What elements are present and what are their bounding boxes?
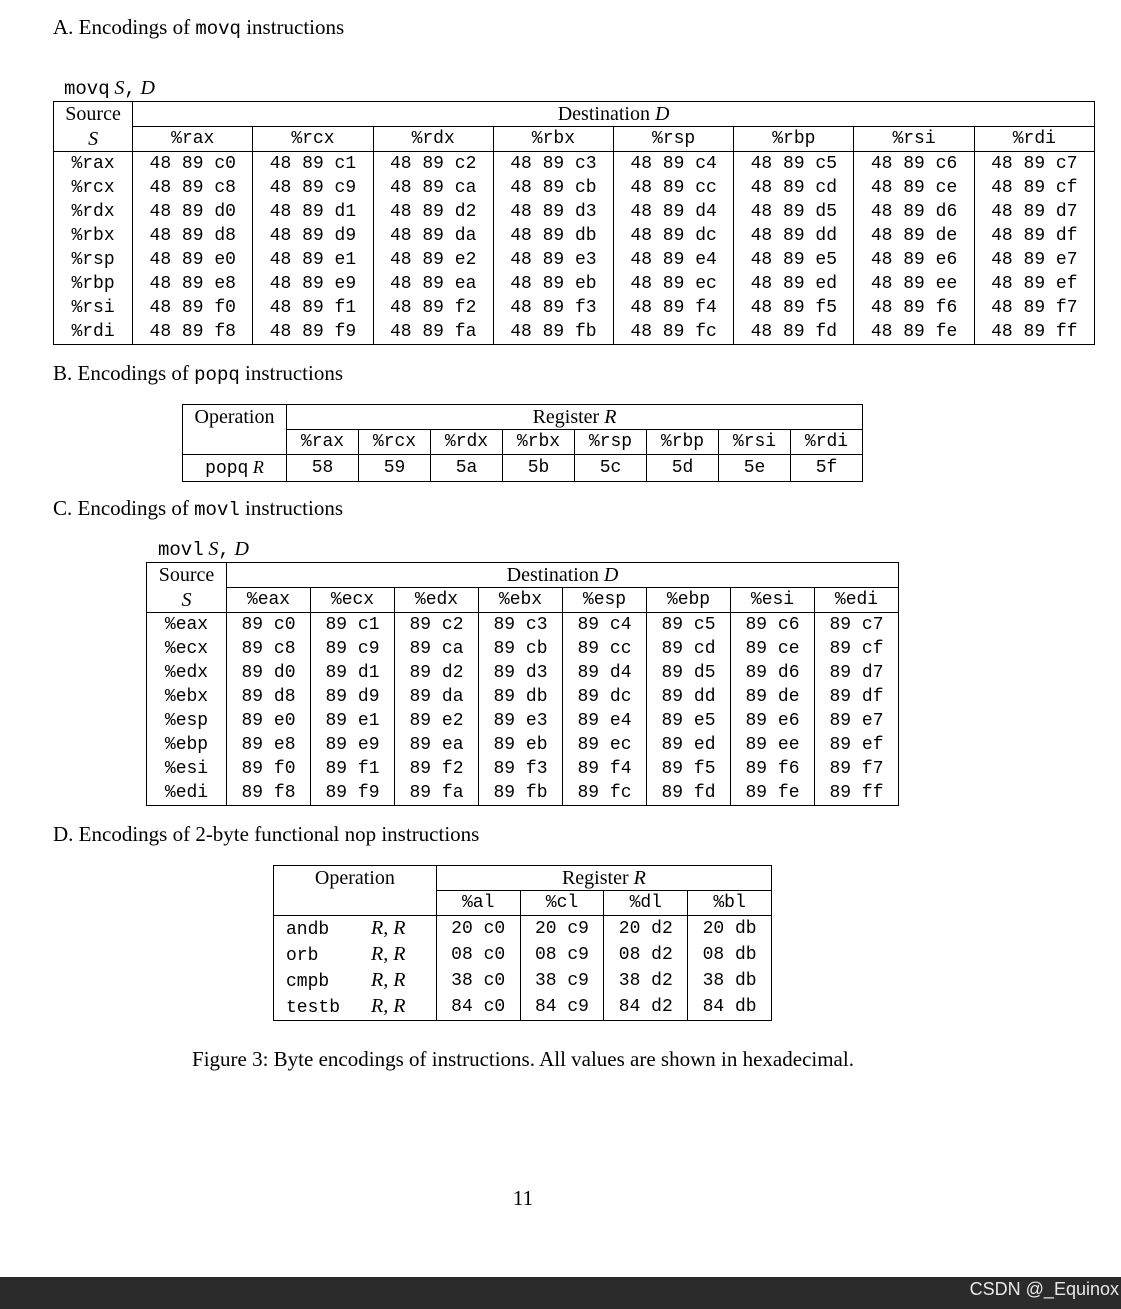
encoding-cell: 89 e9 <box>311 733 395 757</box>
encoding-cell: 48 89 fc <box>614 320 734 345</box>
register-column-header: %edi <box>815 588 899 613</box>
encoding-cell: 84 c0 <box>436 994 520 1021</box>
register-column-header: %eax <box>227 588 311 613</box>
operation-args: R, R <box>371 969 406 991</box>
source-register-cell: %rsi <box>54 296 133 320</box>
source-var: S <box>54 127 133 152</box>
encoding-cell: 89 f1 <box>311 757 395 781</box>
source-register-cell: %rbp <box>54 272 133 296</box>
encoding-cell: 89 f3 <box>479 757 563 781</box>
encoding-cell: 48 89 ef <box>974 272 1094 296</box>
encoding-cell: 5a <box>431 455 503 482</box>
encoding-cell: 84 c9 <box>520 994 604 1021</box>
operation-name: andb <box>286 920 330 940</box>
encoding-cell: 89 d3 <box>479 661 563 685</box>
destination-header: Destination D <box>133 102 1095 127</box>
encoding-cell: 48 89 f7 <box>974 296 1094 320</box>
encoding-cell: 48 89 c4 <box>614 152 734 177</box>
encoding-cell: 48 89 f8 <box>133 320 253 345</box>
encoding-cell: 48 89 db <box>493 224 613 248</box>
encoding-cell: 48 89 d5 <box>734 200 854 224</box>
register-column-header: %rsi <box>854 127 974 152</box>
movq-encoding-table <box>53 101 1095 345</box>
register-column-header: %rdx <box>373 127 493 152</box>
encoding-cell: 48 89 c9 <box>253 176 373 200</box>
encoding-cell: 89 c9 <box>311 637 395 661</box>
encoding-cell: 89 c5 <box>647 613 731 638</box>
encoding-cell: 48 89 ec <box>614 272 734 296</box>
encoding-cell: 89 fa <box>395 781 479 806</box>
operation-args: R, R <box>371 995 406 1017</box>
encoding-cell: 48 89 e4 <box>614 248 734 272</box>
encoding-cell: 89 da <box>395 685 479 709</box>
encoding-cell: 38 c9 <box>520 968 604 994</box>
register-column-header: %rdi <box>974 127 1094 152</box>
register-column-header: %cl <box>520 891 604 916</box>
encoding-cell: 89 f8 <box>227 781 311 806</box>
operation-name: orb <box>286 946 319 966</box>
source-header: Source <box>54 102 133 127</box>
encoding-cell: 48 89 fd <box>734 320 854 345</box>
encoding-cell: 48 89 d4 <box>614 200 734 224</box>
section-d-heading: D. Encodings of 2-byte functional nop instructions <box>53 822 480 846</box>
register-column-header: %rax <box>133 127 253 152</box>
source-register-cell: %rax <box>54 152 133 177</box>
encoding-cell: 89 c2 <box>395 613 479 638</box>
table-row <box>147 709 899 733</box>
register-column-header: %rbx <box>493 127 613 152</box>
register-header: Register R <box>436 866 771 891</box>
encoding-cell: 89 c8 <box>227 637 311 661</box>
register-column-header: %dl <box>604 891 688 916</box>
encoding-cell: 08 d2 <box>604 942 688 968</box>
register-column-header: %rbp <box>734 127 854 152</box>
encoding-cell: 48 89 c3 <box>493 152 613 177</box>
encoding-cell: 89 f7 <box>815 757 899 781</box>
register-column-header: %ecx <box>311 588 395 613</box>
source-register-cell: %rsp <box>54 248 133 272</box>
register-column-header: %bl <box>688 891 772 916</box>
nop-encoding-table <box>273 865 772 1021</box>
encoding-cell: 89 ed <box>647 733 731 757</box>
encoding-cell: 89 d7 <box>815 661 899 685</box>
encoding-cell: 08 db <box>688 942 772 968</box>
operation-args: R, R <box>371 917 406 939</box>
encoding-cell: 48 89 e2 <box>373 248 493 272</box>
encoding-cell: 48 89 c0 <box>133 152 253 177</box>
encoding-cell: 89 fb <box>479 781 563 806</box>
register-column-header: %al <box>436 891 520 916</box>
encoding-cell: 89 d1 <box>311 661 395 685</box>
register-column-header: %rbp <box>647 430 719 455</box>
section-c-heading: C. Encodings of movl instructions <box>53 496 344 521</box>
footer-bar <box>0 1277 1121 1309</box>
destination-header: Destination D <box>227 563 899 588</box>
source-register-cell: %ebx <box>147 685 227 709</box>
encoding-cell: 89 e2 <box>395 709 479 733</box>
register-column-header: %rdx <box>431 430 503 455</box>
encoding-cell: 48 89 fa <box>373 320 493 345</box>
encoding-cell: 89 cc <box>563 637 647 661</box>
encoding-cell: 48 89 eb <box>493 272 613 296</box>
table-row <box>147 613 899 638</box>
encoding-cell: 89 d9 <box>311 685 395 709</box>
table-row <box>54 320 1095 345</box>
encoding-cell: 89 f2 <box>395 757 479 781</box>
encoding-cell: 20 c9 <box>520 916 604 943</box>
encoding-cell: 48 89 f1 <box>253 296 373 320</box>
encoding-cell: 48 89 ca <box>373 176 493 200</box>
encoding-cell: 89 cf <box>815 637 899 661</box>
table-row <box>147 733 899 757</box>
encoding-cell: 48 89 c2 <box>373 152 493 177</box>
encoding-cell: 48 89 cd <box>734 176 854 200</box>
encoding-cell: 48 89 fb <box>493 320 613 345</box>
encoding-cell: 89 e0 <box>227 709 311 733</box>
encoding-cell: 08 c9 <box>520 942 604 968</box>
encoding-cell: 48 89 f4 <box>614 296 734 320</box>
encoding-cell: 89 ec <box>563 733 647 757</box>
table-row <box>147 781 899 806</box>
operation-cell <box>274 994 437 1021</box>
encoding-cell: 89 d4 <box>563 661 647 685</box>
encoding-cell: 89 ea <box>395 733 479 757</box>
encoding-cell: 48 89 fe <box>854 320 974 345</box>
encoding-cell: 48 89 cf <box>974 176 1094 200</box>
encoding-cell: 89 c0 <box>227 613 311 638</box>
encoding-cell: 48 89 ee <box>854 272 974 296</box>
encoding-cell: 89 de <box>731 685 815 709</box>
encoding-cell: 84 d2 <box>604 994 688 1021</box>
movq-syntax-label: movq S, D <box>64 77 155 100</box>
register-column-header: %rsi <box>719 430 791 455</box>
encoding-cell: 89 d2 <box>395 661 479 685</box>
section-b-heading: B. Encodings of popq instructions <box>53 361 344 386</box>
table-row <box>54 176 1095 200</box>
table-row <box>274 916 772 943</box>
encoding-cell: 89 db <box>479 685 563 709</box>
register-column-header: %rcx <box>359 430 431 455</box>
source-register-cell: %rdx <box>54 200 133 224</box>
encoding-cell: 89 e5 <box>647 709 731 733</box>
figure-caption: Figure 3: Byte encodings of instructions. All values are shown in hexadecimal. <box>192 1047 854 1071</box>
page-number: 11 <box>512 1186 534 1210</box>
encoding-cell: 48 89 e9 <box>253 272 373 296</box>
operation-cell <box>274 942 437 968</box>
encoding-cell: 48 89 f3 <box>493 296 613 320</box>
table-row <box>147 685 899 709</box>
encoding-cell: 89 f5 <box>647 757 731 781</box>
table-row <box>147 757 899 781</box>
encoding-cell: 89 e3 <box>479 709 563 733</box>
table-row <box>54 200 1095 224</box>
section-a-heading: A. Encodings of movq instructions <box>53 15 345 40</box>
operation-cell <box>274 916 437 943</box>
source-register-cell: %rdi <box>54 320 133 345</box>
encoding-cell: 89 cd <box>647 637 731 661</box>
watermark: CSDN @_Equinox <box>969 1279 1119 1299</box>
encoding-cell: 89 fd <box>647 781 731 806</box>
register-column-header: %rsp <box>575 430 647 455</box>
encoding-cell: 48 89 c5 <box>734 152 854 177</box>
encoding-cell: 89 d5 <box>647 661 731 685</box>
encoding-cell: 48 89 d3 <box>493 200 613 224</box>
encoding-cell: 89 e6 <box>731 709 815 733</box>
encoding-cell: 48 89 e5 <box>734 248 854 272</box>
encoding-cell: 48 89 d9 <box>253 224 373 248</box>
encoding-cell: 48 89 cb <box>493 176 613 200</box>
encoding-cell: 48 89 c8 <box>133 176 253 200</box>
source-register-cell: %rcx <box>54 176 133 200</box>
encoding-cell: 5f <box>791 455 863 482</box>
encoding-cell: 89 c1 <box>311 613 395 638</box>
table-row <box>54 224 1095 248</box>
source-register-cell: %rbx <box>54 224 133 248</box>
operation-cell <box>274 968 437 994</box>
encoding-cell: 5c <box>575 455 647 482</box>
encoding-cell: 89 e8 <box>227 733 311 757</box>
encoding-cell: 48 89 c7 <box>974 152 1094 177</box>
encoding-cell: 48 89 ea <box>373 272 493 296</box>
source-register-cell: %edi <box>147 781 227 806</box>
table-row <box>274 994 772 1021</box>
encoding-cell: 59 <box>359 455 431 482</box>
encoding-cell: 89 e1 <box>311 709 395 733</box>
encoding-cell: 20 c0 <box>436 916 520 943</box>
encoding-cell: 89 fe <box>731 781 815 806</box>
popq-op-cell: popq R <box>183 455 287 482</box>
table-row <box>147 637 899 661</box>
register-column-header: %edx <box>395 588 479 613</box>
encoding-cell: 89 fc <box>563 781 647 806</box>
operation-name: testb <box>286 998 341 1018</box>
encoding-cell: 48 89 cc <box>614 176 734 200</box>
table-row <box>54 152 1095 177</box>
source-register-cell: %ebp <box>147 733 227 757</box>
encoding-cell: 89 c7 <box>815 613 899 638</box>
movl-encoding-table <box>146 562 899 806</box>
encoding-cell: 58 <box>287 455 359 482</box>
encoding-cell: 89 f4 <box>563 757 647 781</box>
register-column-header: %rdi <box>791 430 863 455</box>
popq-encoding-table <box>182 404 863 482</box>
encoding-cell: 48 89 dc <box>614 224 734 248</box>
encoding-cell: 08 c0 <box>436 942 520 968</box>
encoding-cell: 89 ee <box>731 733 815 757</box>
encoding-cell: 20 db <box>688 916 772 943</box>
encoding-cell: 89 e7 <box>815 709 899 733</box>
table-row <box>54 296 1095 320</box>
register-column-header: %rbx <box>503 430 575 455</box>
encoding-cell: 89 d6 <box>731 661 815 685</box>
source-register-cell: %edx <box>147 661 227 685</box>
encoding-cell: 89 f6 <box>731 757 815 781</box>
encoding-cell: 5b <box>503 455 575 482</box>
encoding-cell: 48 89 da <box>373 224 493 248</box>
encoding-cell: 89 ff <box>815 781 899 806</box>
encoding-cell: 48 89 df <box>974 224 1094 248</box>
encoding-cell: 38 c0 <box>436 968 520 994</box>
operation-header: Operation <box>183 405 287 430</box>
encoding-cell: 48 89 f0 <box>133 296 253 320</box>
encoding-cell: 89 ef <box>815 733 899 757</box>
source-register-cell: %esp <box>147 709 227 733</box>
table-row <box>54 272 1095 296</box>
register-column-header: %ebx <box>479 588 563 613</box>
encoding-cell: 48 89 d1 <box>253 200 373 224</box>
encoding-cell: 89 eb <box>479 733 563 757</box>
encoding-cell: 20 d2 <box>604 916 688 943</box>
encoding-cell: 48 89 ff <box>974 320 1094 345</box>
encoding-cell: 89 c4 <box>563 613 647 638</box>
encoding-cell: 48 89 e1 <box>253 248 373 272</box>
encoding-cell: 48 89 f5 <box>734 296 854 320</box>
encoding-cell: 89 e4 <box>563 709 647 733</box>
encoding-cell: 48 89 f9 <box>253 320 373 345</box>
register-column-header: %esi <box>731 588 815 613</box>
source-register-cell: %eax <box>147 613 227 638</box>
movl-syntax-label: movl S, D <box>158 538 249 561</box>
register-column-header: %ebp <box>647 588 731 613</box>
encoding-cell: 48 89 f6 <box>854 296 974 320</box>
encoding-cell: 89 d8 <box>227 685 311 709</box>
operation-name: cmpb <box>286 972 330 992</box>
encoding-cell: 89 c6 <box>731 613 815 638</box>
encoding-cell: 89 dd <box>647 685 731 709</box>
encoding-cell: 48 89 e7 <box>974 248 1094 272</box>
table-row <box>54 248 1095 272</box>
register-column-header: %esp <box>563 588 647 613</box>
source-var: S <box>147 588 227 613</box>
table-row <box>274 968 772 994</box>
encoding-cell: 89 d0 <box>227 661 311 685</box>
encoding-cell: 48 89 c1 <box>253 152 373 177</box>
encoding-cell: 48 89 de <box>854 224 974 248</box>
table-row <box>274 942 772 968</box>
encoding-cell: 48 89 d2 <box>373 200 493 224</box>
encoding-cell: 38 d2 <box>604 968 688 994</box>
encoding-cell: 89 f0 <box>227 757 311 781</box>
encoding-cell: 89 cb <box>479 637 563 661</box>
encoding-cell: 89 f9 <box>311 781 395 806</box>
register-column-header: %rsp <box>614 127 734 152</box>
encoding-cell: 48 89 e6 <box>854 248 974 272</box>
source-header: Source <box>147 563 227 588</box>
encoding-cell: 48 89 c6 <box>854 152 974 177</box>
source-register-cell: %ecx <box>147 637 227 661</box>
encoding-cell: 48 89 e0 <box>133 248 253 272</box>
encoding-cell: 89 ca <box>395 637 479 661</box>
encoding-cell: 38 db <box>688 968 772 994</box>
register-column-header: %rcx <box>253 127 373 152</box>
encoding-cell: 48 89 d8 <box>133 224 253 248</box>
table-row <box>147 661 899 685</box>
encoding-cell: 89 c3 <box>479 613 563 638</box>
encoding-cell: 48 89 e8 <box>133 272 253 296</box>
encoding-cell: 48 89 dd <box>734 224 854 248</box>
operation-header: Operation <box>274 866 437 891</box>
encoding-cell: 48 89 d6 <box>854 200 974 224</box>
encoding-cell: 89 ce <box>731 637 815 661</box>
encoding-cell: 48 89 d7 <box>974 200 1094 224</box>
encoding-cell: 89 df <box>815 685 899 709</box>
operation-args: R, R <box>371 943 406 965</box>
encoding-cell: 48 89 d0 <box>133 200 253 224</box>
encoding-cell: 48 89 e3 <box>493 248 613 272</box>
register-column-header: %rax <box>287 430 359 455</box>
encoding-cell: 89 dc <box>563 685 647 709</box>
register-header: Register R <box>287 405 863 430</box>
encoding-cell: 48 89 f2 <box>373 296 493 320</box>
encoding-cell: 84 db <box>688 994 772 1021</box>
encoding-cell: 48 89 ed <box>734 272 854 296</box>
source-register-cell: %esi <box>147 757 227 781</box>
encoding-cell: 5e <box>719 455 791 482</box>
encoding-cell: 48 89 ce <box>854 176 974 200</box>
encoding-cell: 5d <box>647 455 719 482</box>
